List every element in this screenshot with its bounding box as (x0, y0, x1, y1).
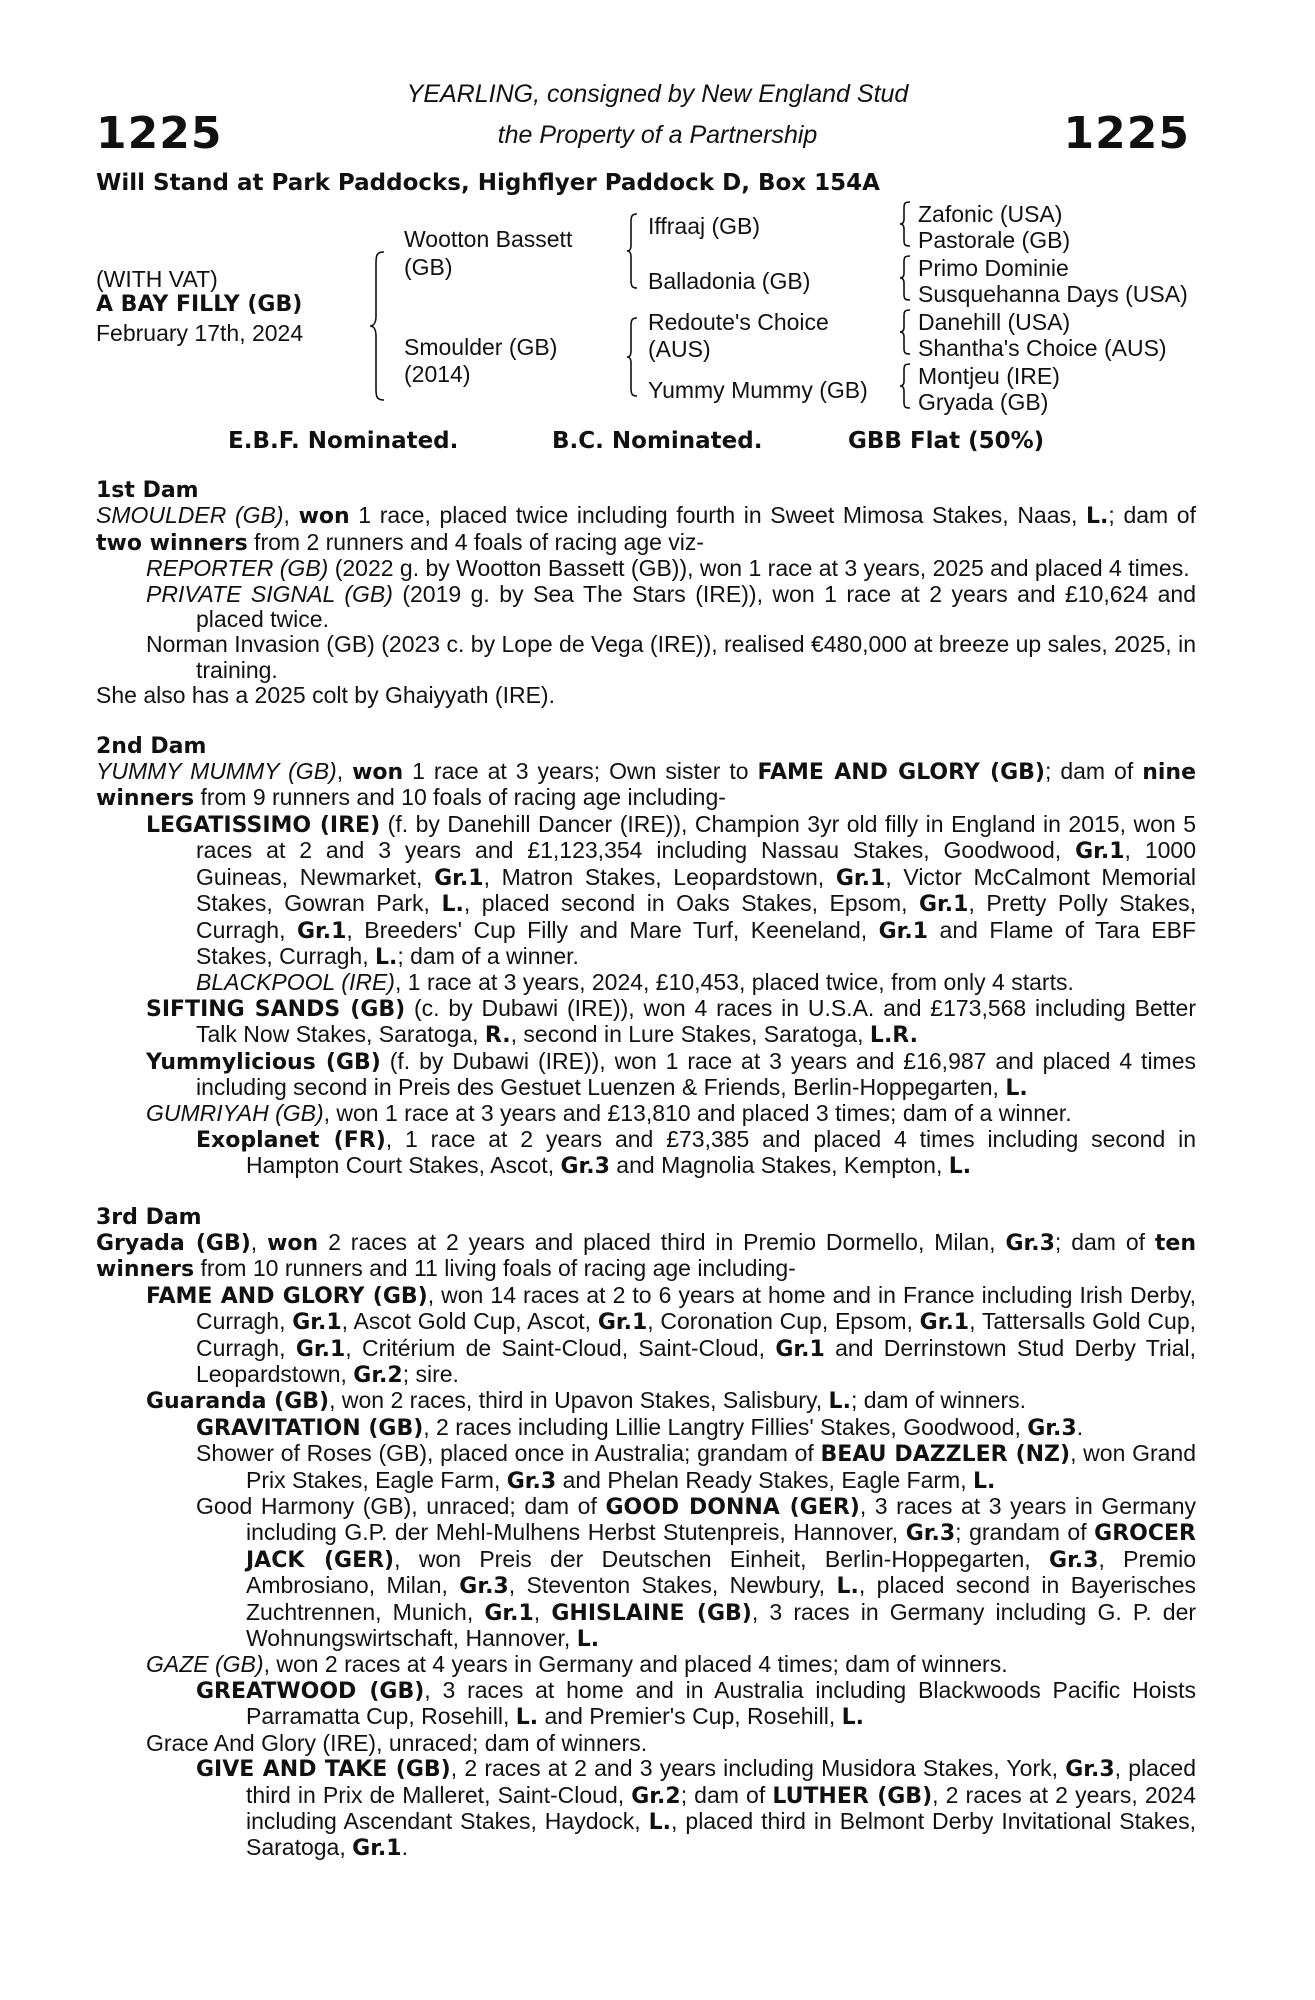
lot-number-left: 1225 (96, 108, 223, 159)
produce-entry: GRAVITATION (GB), 2 races including Lillie Langtry Fillies' Stakes, Goodwood, Gr.3. (196, 1413, 1084, 1441)
dam-dam: Yummy Mummy (GB) (648, 377, 868, 403)
pedigree-notes (96, 478, 1196, 1862)
ggd-2: Susquehanna Days (USA) (918, 281, 1188, 307)
produce-entry: FAME AND GLORY (GB), won 14 races at 2 to 6 years at home and in France including Irish Derby, Curragh, Gr.1, Ascot Gold Cup, Ascot, Gr.1, Coronation Cup, Epsom, Gr.1, Tattersalls Gold Cup, Curragh, Gr.1, Critérium de Saint-Cloud, Saint-Cloud, Gr.1 and Derrinstown Stud Derby Trial, Leopardstown, Gr.2; sire. (146, 1281, 1197, 1388)
dam-brace (625, 316, 641, 398)
stand-location: Will Stand at Park Paddocks, Highflyer Paddock D, Box 154A (96, 170, 880, 196)
sire-dam: Balladonia (GB) (648, 268, 811, 294)
bc-nomination: B.C. Nominated. (552, 428, 763, 454)
sire-country: (GB) (404, 254, 453, 280)
produce-entry: Shower of Roses (GB), placed once in Australia; grandam of BEAU DAZZLER (NZ), won Grand Prix Stakes, Eagle Farm, Gr.3 and Phelan Ready Stakes, Eagle Farm, L. (196, 1440, 1196, 1494)
sire-brace (625, 212, 641, 290)
sire: Wootton Bassett (404, 226, 573, 252)
gbb-flat: GBB Flat (50%) (848, 428, 1045, 454)
produce-entry: LEGATISSIMO (IRE) (f. by Danehill Dancer (IRE)), Champion 3yr old filly in England in 2015, won 5 races at 2 and 3 years and £1,123,354 including Nassau Stakes, Goodwood, Gr.1, 1000 Guineas, Newmarket, Gr.1, Matron Stakes, Leopardstown, Gr.1, Victor McCalmont Memorial Stakes, Gowran Park, L., placed second in Oaks Stakes, Epsom, Gr.1, Pretty Polly Stakes, Curragh, Gr.1, Breeders' Cup Filly and Mare Turf, Keeneland, Gr.1 and Flame of Tara EBF Stakes, Curragh, L.; dam of a winner. BLACKPOOL (IRE), 1 race at 3 years, 2024, £10,453, placed twice, from only 4 starts. (146, 810, 1197, 996)
brace-g3 (898, 308, 914, 356)
ggs-4: Montjeu (IRE) (918, 363, 1060, 389)
section-heading-3rd-dam: 3rd Dam (96, 1204, 202, 1230)
dam-sire-country: (AUS) (648, 336, 711, 362)
ebf-nomination: E.B.F. Nominated. (228, 428, 459, 454)
produce-entry: Norman Invasion (GB) (2023 c. by Lope de Vega (IRE)), realised €480,000 at breeze up sales, 2025, in training. (146, 631, 1196, 683)
first-dam-paragraph: SMOULDER (GB), won 1 race, placed twice including fourth in Sweet Mimosa Stakes, Naas, L.; dam of two winners from 2 runners and 4 foals of racing age viz- (96, 502, 1196, 556)
ggs-1: Zafonic (USA) (918, 201, 1063, 227)
produce-entry: Guaranda (GB), won 2 races, third in Upavon Stakes, Salisbury, L.; dam of winners. (146, 1387, 1027, 1415)
ggd-4: Gryada (GB) (918, 389, 1049, 415)
pedigree-brace (368, 250, 388, 402)
third-dam-paragraph: Gryada (GB), won 2 races at 2 years and placed third in Premio Dormello, Milan, Gr.3; dam of ten winners from 10 runners and 11 living foals of racing age including- (96, 1228, 1197, 1283)
second-dam-paragraph: YUMMY MUMMY (GB), won 1 race at 3 years; Own sister to FAME AND GLORY (GB); dam of nine winners from 9 runners and 10 foals of racing age including- (96, 758, 1197, 812)
produce-entry: GIVE AND TAKE (GB), 2 races at 2 and 3 years including Musidora Stakes, York, Gr.3, placed third in Prix de Malleret, Saint-Cloud, Gr.2; dam of LUTHER (GB), 2 races at 2 years, 2024 including Ascendant Stakes, Haydock, L., placed third in Belmont Derby Invitational Stakes, Saratoga, Gr.1. (196, 1755, 1197, 1862)
brace-g2 (898, 254, 914, 302)
dam-sire: Redoute's Choice (648, 309, 829, 335)
ggs-2: Primo Dominie (918, 255, 1069, 281)
produce-note: She also has a 2025 colt by Ghaiyyath (IRE). (96, 682, 555, 709)
ggs-3: Danehill (USA) (918, 309, 1071, 335)
produce-entry: PRIVATE SIGNAL (GB) (2019 g. by Sea The Stars (IRE)), won 1 race at 2 years and £10,624 and placed twice. (146, 580, 1196, 633)
brace-g1 (898, 200, 914, 248)
vat-note: (WITH VAT) (96, 266, 218, 292)
sire-sire: Iffraaj (GB) (648, 213, 761, 239)
produce-entry: Grace And Glory (IRE), unraced; dam of winners. (146, 1729, 648, 1756)
lot-number-right: 1225 (1063, 108, 1190, 159)
section-heading-1st-dam: 1st Dam (96, 478, 199, 503)
produce-entry: REPORTER (GB) (2022 g. by Wootton Bassett (GB)), won 1 race at 3 years, 2025 and placed 4 times. (146, 555, 1190, 582)
ggd-1: Pastorale (GB) (918, 227, 1071, 253)
foaling-date: February 17th, 2024 (96, 320, 304, 346)
ggd-3: Shantha's Choice (AUS) (918, 335, 1167, 361)
produce-entry: Yummylicious (GB) (f. by Dubawi (IRE)), won 1 race at 3 years and £16,987 and placed 4 times including second in Preis des Gestuet Luenzen & Friends, Berlin-Hoppegarten, L. (146, 1047, 1197, 1101)
dam: Smoulder (GB) (404, 334, 558, 360)
property-line: the Property of a Partnership (497, 121, 818, 149)
horse-name: A BAY FILLY (GB) (96, 292, 303, 317)
section-heading-2nd-dam: 2nd Dam (96, 733, 207, 759)
brace-g4 (898, 362, 914, 410)
produce-entry: GREATWOOD (GB), 3 races at home and in Australia including Blackwoods Pacific Hoists Parramatta Cup, Rosehill, L. and Premier's Cup, Rosehill, L. (196, 1676, 1196, 1731)
produce-entry: GAZE (GB), won 2 races at 4 years in Germany and placed 4 times; dam of winners. (146, 1651, 1008, 1678)
produce-entry: Exoplanet (FR), 1 race at 2 years and £73,385 and placed 4 times including second in Hampton Court Stakes, Ascot, Gr.3 and Magnolia Stakes, Kempton, L. (196, 1125, 1196, 1180)
produce-entry: GUMRIYAH (GB), won 1 race at 3 years and £13,810 and placed 3 times; dam of a winner. (146, 1100, 1072, 1127)
dam-year: (2014) (404, 361, 471, 387)
consignor-line: YEARLING, consigned by New England Stud (406, 80, 909, 108)
produce-entry: SIFTING SANDS (GB) (c. by Dubawi (IRE)), won 4 races in U.S.A. and £173,568 including Better Talk Now Stakes, Saratoga, R., second in Lure Stakes, Saratoga, L.R. (146, 994, 1196, 1049)
produce-entry: Good Harmony (GB), unraced; dam of GOOD DONNA (GER), 3 races at 3 years in Germany including G.P. der Mehl-Mulhens Herbst Stutenpreis, Hannover, Gr.3; grandam of GROCER JACK (GER), won Preis der Deutschen Einheit, Berlin-Hoppegarten, Gr.3, Premio Ambrosiano, Milan, Gr.3, Steventon Stakes, Newbury, L., placed second in Bayerisches Zuchtrennen, Munich, Gr.1, GHISLAINE (GB), 3 races in Germany including G. P. der Wohnungswirtschaft, Hannover, L. (196, 1493, 1197, 1653)
